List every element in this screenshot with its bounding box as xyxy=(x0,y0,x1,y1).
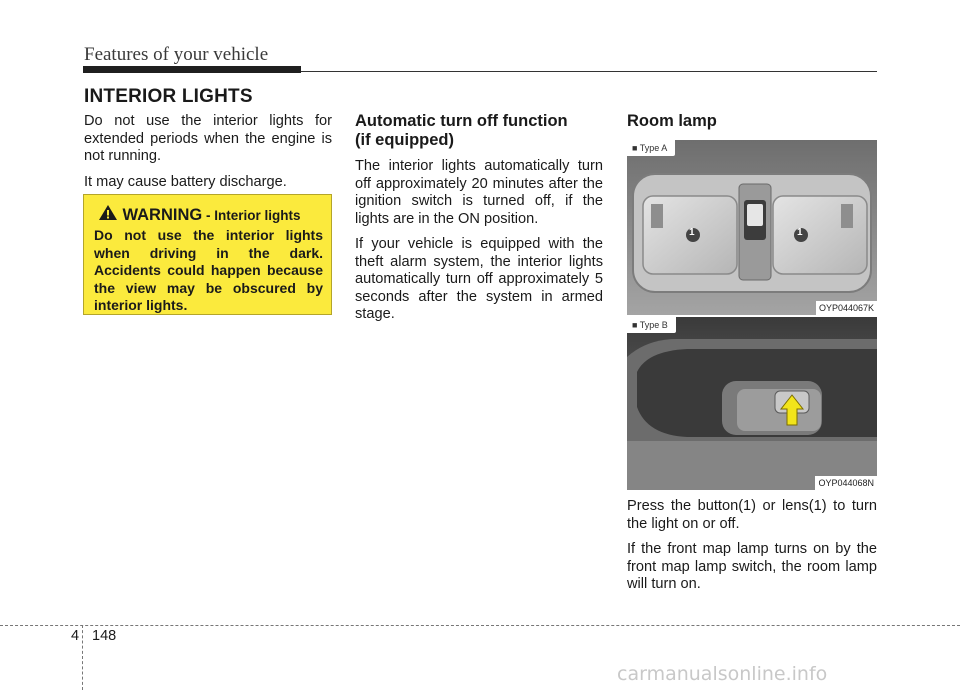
intro-paragraph: It may cause battery discharge. xyxy=(84,173,287,190)
auto-off-column xyxy=(355,112,603,324)
auto-off-heading xyxy=(355,112,603,150)
room-lamp-column xyxy=(627,498,877,594)
warning-body: Do not use the interior lights when driving in the dark. Accidents could happen because the view may be obscured by interior lights. xyxy=(94,227,323,313)
auto-off-heading-line1: Automatic turn off function xyxy=(355,112,568,130)
warning-box xyxy=(83,194,332,315)
room-lamp-type-b-photo xyxy=(627,317,877,490)
header-title: Features of your vehicle xyxy=(84,44,269,65)
page-chapter: 4 xyxy=(71,628,80,644)
type-b-label: ■ Type B xyxy=(627,317,676,333)
page-number: 148 xyxy=(92,628,117,644)
warning-heading xyxy=(98,204,300,225)
warning-word: WARNING xyxy=(122,206,203,224)
room-lamp-type-b-illustration xyxy=(627,317,877,490)
warning-triangle-icon xyxy=(98,204,118,221)
photo-a-code: OYP044067K xyxy=(816,301,877,315)
auto-off-heading-line2: (if equipped) xyxy=(355,131,454,149)
type-a-label: ■ Type A xyxy=(627,140,675,156)
room-lamp-title: Room lamp xyxy=(627,112,717,130)
section-title: INTERIOR LIGHTS xyxy=(84,86,253,107)
lens-callout-right: 1 xyxy=(797,227,803,238)
lens-callout-left: 1 xyxy=(689,227,695,238)
intro-column xyxy=(84,113,332,191)
header-rule xyxy=(301,71,877,72)
footer-divider xyxy=(82,625,83,690)
room-lamp-type-a-photo xyxy=(627,140,877,315)
warning-subtitle: - Interior lights xyxy=(202,208,301,223)
auto-off-paragraph: If your vehicle is equipped with the theft alarm system, the interior lights automatically turn off approximately 5 seconds after the system in armed stage. xyxy=(355,236,603,322)
room-lamp-type-a-illustration xyxy=(627,140,877,315)
room-lamp-paragraph: If the front map lamp turns on by the front map lamp switch, the room lamp will turn on. xyxy=(627,541,877,592)
header-bar xyxy=(83,66,301,73)
intro-paragraph: Do not use the interior lights for extended periods when the engine is not running. xyxy=(84,113,332,164)
auto-off-paragraph: The interior lights automatically turn off approximately 20 minutes after the ignition switch is turned off, if the lights are in the ON position. xyxy=(355,158,603,227)
watermark: carmanualsonline.info xyxy=(617,663,828,685)
room-lamp-paragraph: Press the button(1) or lens(1) to turn the light on or off. xyxy=(627,498,877,532)
footer-rule xyxy=(0,625,960,626)
photo-b-code: OYP044068N xyxy=(815,476,877,490)
